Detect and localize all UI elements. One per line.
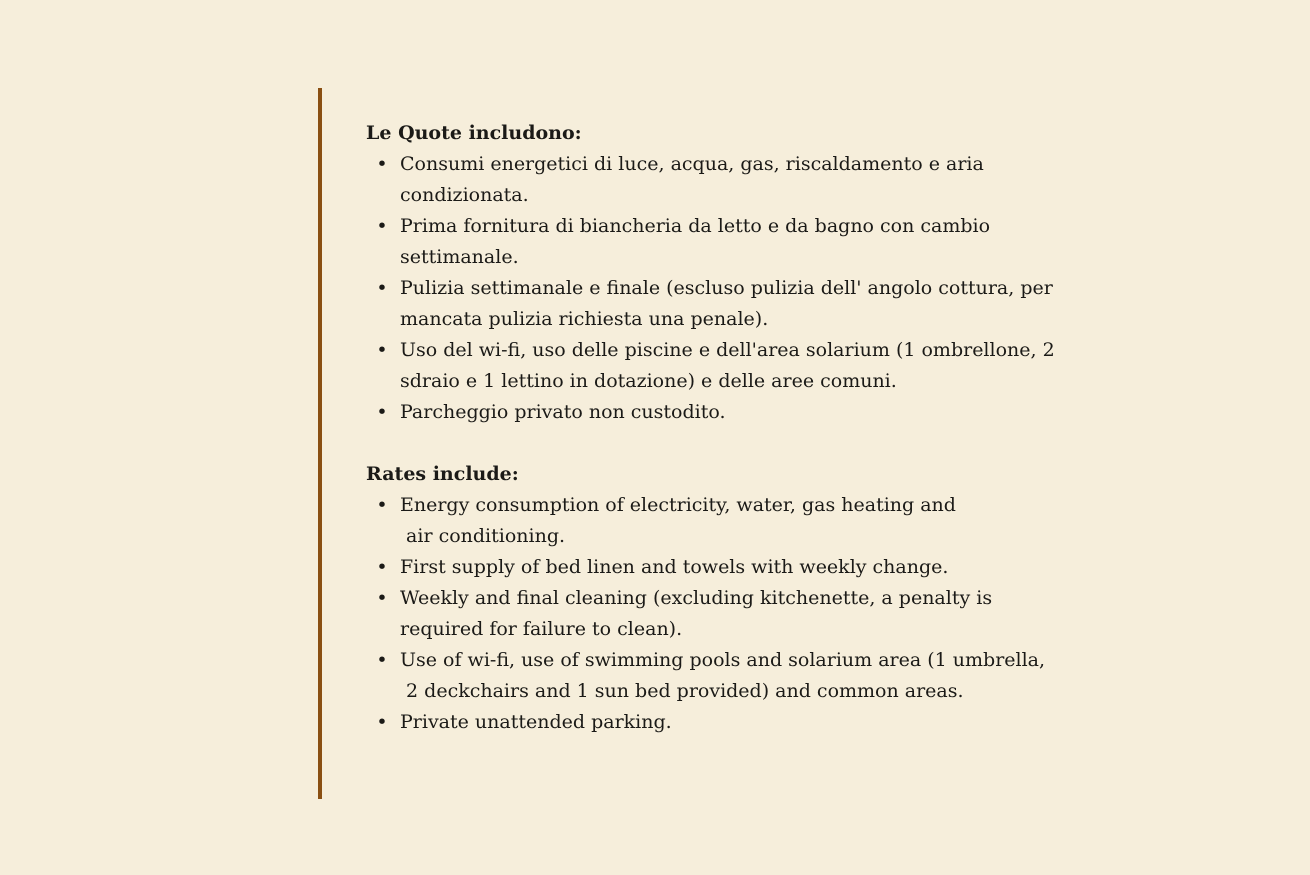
list-item-line: Prima fornitura di biancheria da letto e da bagno con cambio [400,215,991,237]
list-item-line: Uso del wi-fi, uso delle piscine e dell'area solarium (1 ombrellone, 2 [400,339,1055,361]
bullet-icon: • [376,401,388,423]
italian-section-title: Le Quote includono: [366,122,582,144]
bullet-icon: • [376,494,388,516]
list-item [376,583,1126,645]
list-item [376,397,1126,428]
english-section-title: Rates include: [366,463,519,485]
content-block [366,118,1126,738]
list-item-line: Consumi energetici di luce, acqua, gas, riscaldamento e aria [400,153,984,175]
section-spacer [366,428,1126,459]
bullet-icon: • [376,277,388,299]
list-item-line: Energy consumption of electricity, water, gas heating and [400,494,956,516]
list-item-line: condizionata. [400,184,529,206]
list-item [376,707,1126,738]
list-item-line: sdraio e 1 lettino in dotazione) e delle aree comuni. [400,370,897,392]
list-item-line: First supply of bed linen and towels with weekly change. [400,556,949,578]
list-item-line: mancata pulizia richiesta una penale). [400,308,769,330]
list-item [376,211,1126,273]
list-item-line: Pulizia settimanale e finale (escluso pulizia dell' angolo cottura, per [400,277,1053,299]
english-list [366,490,1126,738]
bullet-icon: • [376,215,388,237]
bullet-icon: • [376,153,388,175]
list-item-line: 2 deckchairs and 1 sun bed provided) and common areas. [400,680,964,702]
list-item [376,335,1126,397]
italian-list [366,149,1126,428]
bullet-icon: • [376,556,388,578]
list-item [376,490,1126,552]
list-item-line: Use of wi-fi, use of swimming pools and solarium area (1 umbrella, [400,649,1046,671]
bullet-icon: • [376,711,388,733]
bullet-icon: • [376,339,388,361]
list-item [376,552,1126,583]
bullet-icon: • [376,649,388,671]
bullet-icon: • [376,587,388,609]
list-item [376,149,1126,211]
list-item [376,273,1126,335]
list-item-line: air conditioning. [400,525,566,547]
list-item-line: Parcheggio privato non custodito. [400,401,726,423]
list-item-line: required for failure to clean). [400,618,683,640]
list-item [376,645,1126,707]
list-item-line: Weekly and final cleaning (excluding kitchenette, a penalty is [400,587,993,609]
list-item-line: Private unattended parking. [400,711,672,733]
vertical-accent-rule [318,88,322,799]
list-item-line: settimanale. [400,246,519,268]
